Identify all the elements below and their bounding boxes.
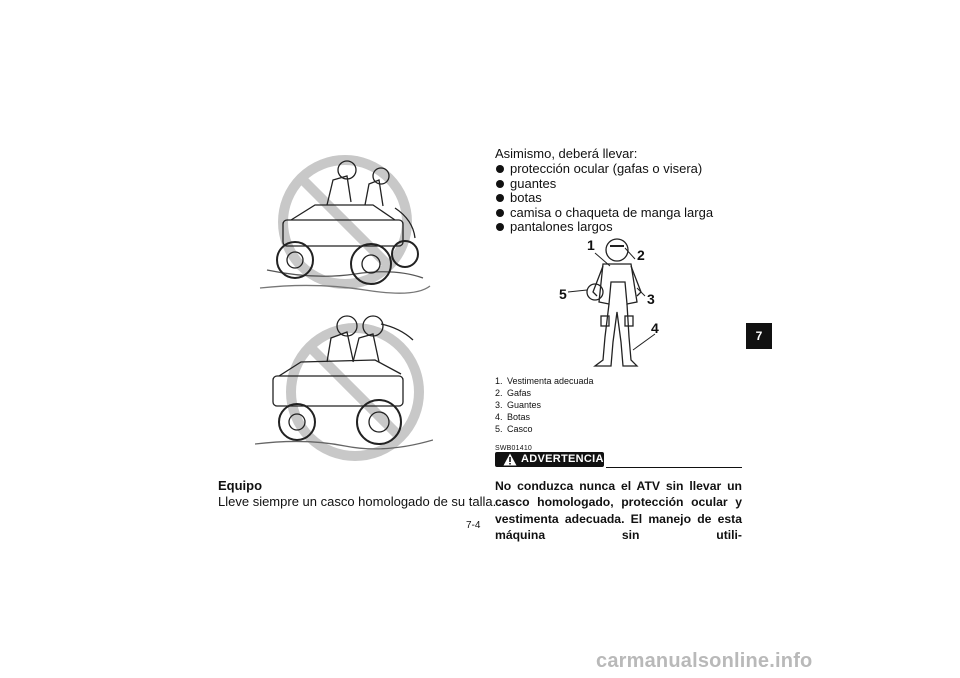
legend-item: 2. Gafas bbox=[495, 388, 532, 398]
bullet-item: guantes bbox=[495, 177, 713, 192]
callout-2: 2 bbox=[637, 247, 645, 263]
bullet-item: camisa o chaqueta de manga larga bbox=[495, 206, 713, 221]
figure-legend bbox=[495, 375, 594, 435]
callout-3: 3 bbox=[647, 291, 655, 307]
warning-code: SWB01410 bbox=[495, 445, 533, 452]
equipo-text: Lleve siempre un casco homologado de su talla. bbox=[218, 494, 497, 509]
warning-banner bbox=[495, 452, 604, 467]
section-heading-equipo: Equipo bbox=[218, 478, 263, 493]
watermark: carmanualsonline.info bbox=[596, 650, 813, 672]
warning-rule bbox=[606, 467, 742, 468]
legend-item: 4. Botas bbox=[495, 412, 531, 422]
chapter-tab: 7 bbox=[746, 323, 772, 349]
rider-figure-drawing bbox=[587, 239, 641, 366]
equipment-intro: Asimismo, deberá llevar: bbox=[495, 146, 638, 161]
legend-item: 1. Vestimenta adecuada bbox=[495, 376, 594, 386]
illustration-prohibited-riding-passenger bbox=[255, 310, 433, 470]
page-number: 7-4 bbox=[466, 520, 481, 531]
bullet-item: botas bbox=[495, 191, 713, 206]
legend-item: 3. Guantes bbox=[495, 400, 542, 410]
prohibition-sign-icon bbox=[291, 328, 419, 456]
warning-text: No conduzca nunca el ATV sin llevar un casco homologado, protección ocular y vestimenta adecuada. El manejo de esta máquina sin utili- bbox=[495, 479, 742, 543]
bullet-item: protección ocular (gafas o visera) bbox=[495, 162, 713, 177]
callout-lines bbox=[568, 248, 655, 350]
warning-triangle-icon bbox=[503, 453, 517, 466]
warning-label: ADVERTENCIA bbox=[521, 453, 604, 465]
legend-item: 5. Casco bbox=[495, 424, 533, 434]
bullet-item: pantalones largos bbox=[495, 220, 713, 235]
callout-5: 5 bbox=[559, 286, 567, 302]
callout-4: 4 bbox=[651, 320, 659, 336]
equipment-bullet-list bbox=[495, 162, 713, 235]
illustration-prohibited-riding-no-helmet bbox=[255, 150, 433, 300]
callout-1: 1 bbox=[587, 237, 595, 253]
